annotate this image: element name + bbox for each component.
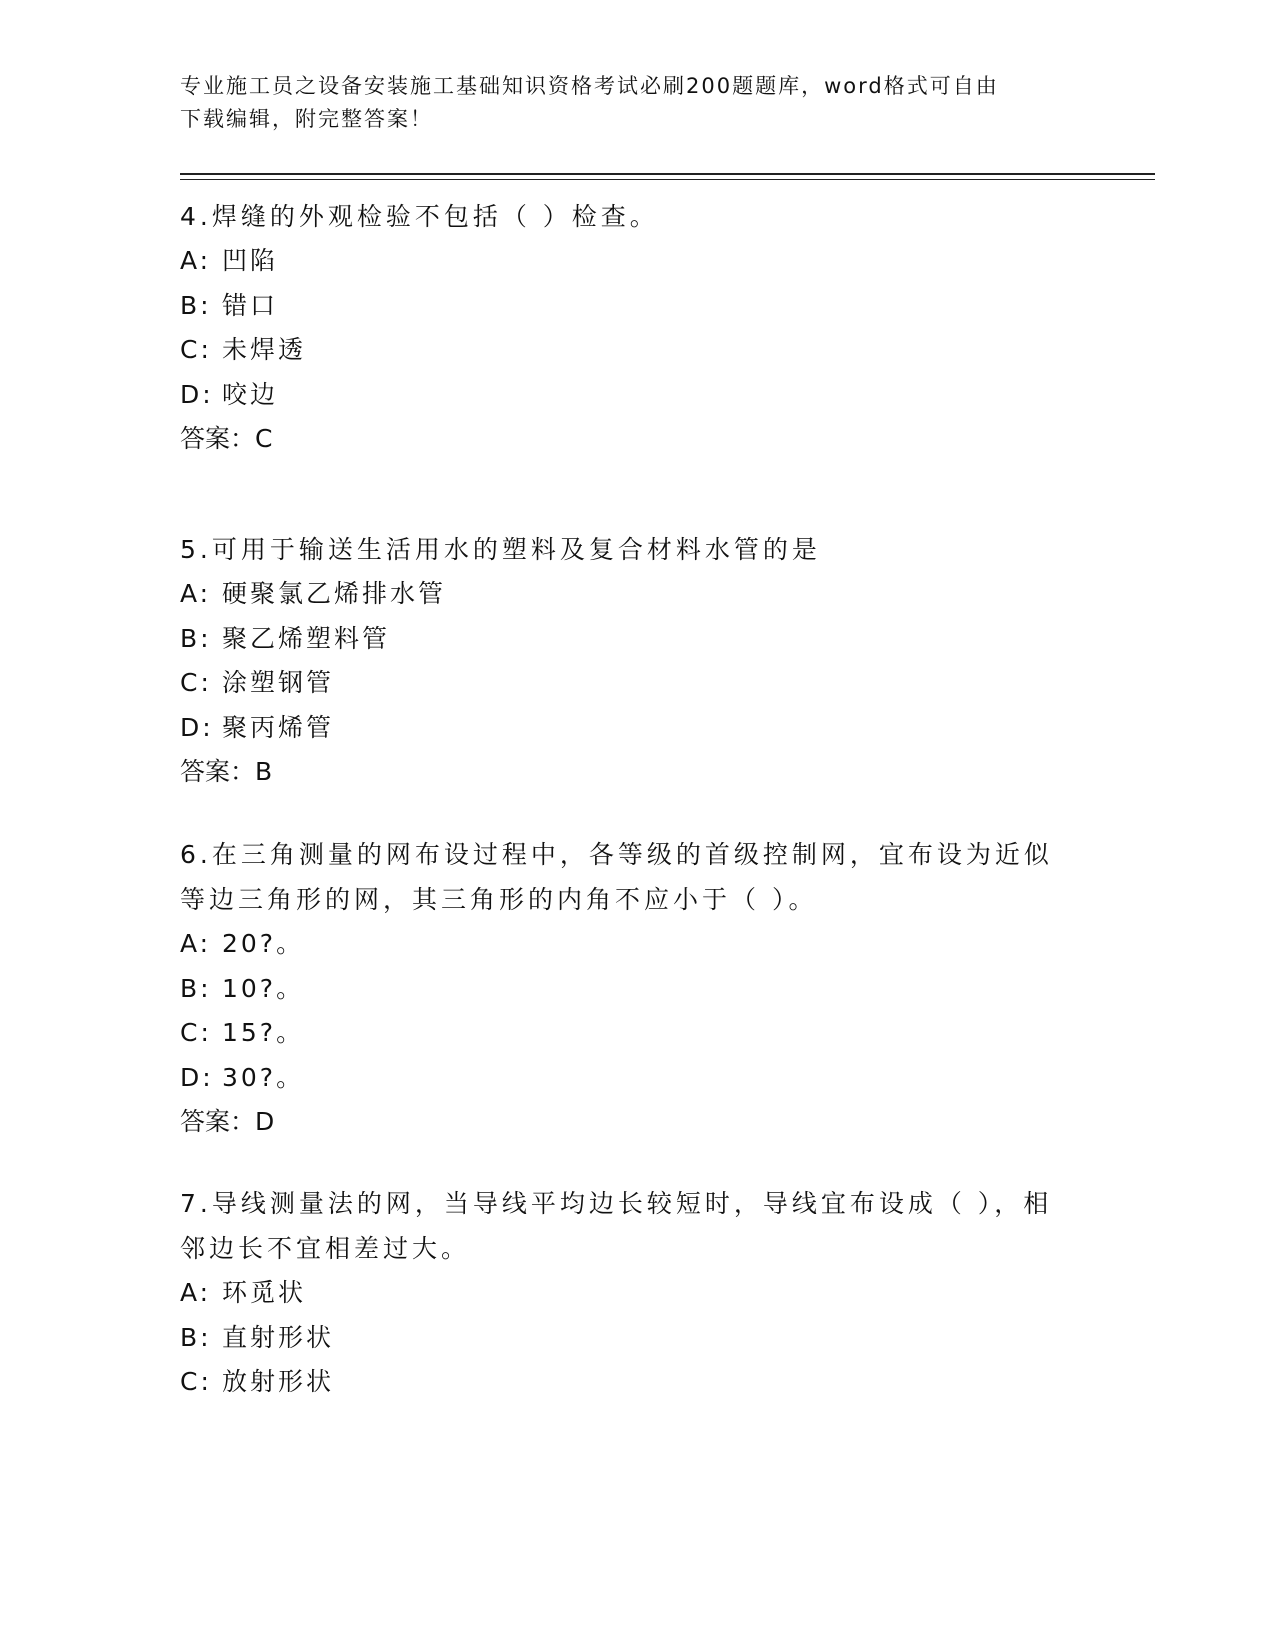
option-text: 放射形状 — [222, 1367, 335, 1396]
header-divider-thick — [180, 173, 1155, 175]
answer-line: 答案：B — [180, 757, 273, 786]
answer-line: 答案：D — [180, 1107, 275, 1136]
option-text: 凹陷 — [222, 246, 279, 275]
option-c — [180, 1360, 1080, 1405]
option-key: A: — [180, 579, 212, 608]
option-key: C: — [180, 335, 212, 364]
header-line-2: 下载编辑，附完整答案！ — [180, 107, 433, 131]
option-d — [180, 1056, 1080, 1101]
option-key: D: — [180, 1062, 214, 1092]
option-a — [180, 239, 1080, 284]
option-text: 涂塑钢管 — [222, 668, 335, 697]
option-text: 10?。 — [222, 973, 305, 1003]
option-key: A: — [180, 246, 212, 275]
option-key: B: — [180, 1322, 212, 1352]
option-a — [180, 922, 1080, 967]
answer-line: 答案：C — [180, 424, 273, 453]
question-stem-line-1: 6.在三角测量的网布设过程中，各等级的首级控制网，宜布设为近似 — [180, 840, 1053, 869]
option-d — [180, 706, 1080, 751]
option-c — [180, 661, 1080, 706]
question-6 — [180, 832, 1080, 1144]
option-key: C: — [180, 1367, 212, 1396]
option-key: B: — [180, 623, 212, 653]
question-stem-line-2: 邻边长不宜相差过大。 — [180, 1234, 471, 1263]
option-text: 直射形状 — [222, 1322, 335, 1352]
option-c — [180, 328, 1080, 373]
option-a — [180, 1271, 1080, 1316]
question-4 — [180, 194, 1080, 461]
option-text: 15?。 — [222, 1018, 305, 1047]
option-b — [180, 284, 1080, 329]
question-stem-line-2: 等边三角形的网，其三角形的内角不应小于（ ）。 — [180, 885, 818, 914]
header-line-1: 专业施工员之设备安装施工基础知识资格考试必刷200题题库，word格式可自由 — [180, 74, 999, 98]
option-b — [180, 1316, 1080, 1361]
question-stem-line-1: 7.导线测量法的网，当导线平均边长较短时，导线宜布设成（ ），相 — [180, 1189, 1053, 1218]
option-text: 错口 — [222, 290, 279, 320]
option-text: 硬聚氯乙烯排水管 — [222, 579, 447, 608]
option-key: B: — [180, 973, 212, 1003]
option-b — [180, 617, 1080, 662]
option-key: C: — [180, 1018, 212, 1047]
option-text: 30?。 — [222, 1062, 305, 1092]
option-key: D: — [180, 379, 214, 409]
question-stem: 5.可用于输送生活用水的塑料及复合材料水管的是 — [180, 535, 821, 564]
option-d — [180, 373, 1080, 418]
option-text: 20?。 — [222, 929, 305, 958]
question-5 — [180, 527, 1080, 794]
option-text: 未焊透 — [222, 335, 307, 364]
option-text: 环觅状 — [222, 1278, 307, 1307]
option-key: B: — [180, 290, 212, 320]
question-7 — [180, 1181, 1080, 1405]
document-header — [180, 70, 1060, 136]
option-key: C: — [180, 668, 212, 697]
question-stem: 4.焊缝的外观检验不包括（ ）检查。 — [180, 202, 659, 231]
option-b — [180, 967, 1080, 1012]
option-key: A: — [180, 1278, 212, 1307]
option-key: D: — [180, 712, 214, 742]
option-c — [180, 1011, 1080, 1056]
option-text: 聚丙烯管 — [222, 712, 335, 742]
option-text: 咬边 — [222, 379, 279, 409]
header-divider-thin — [180, 179, 1155, 180]
option-text: 聚乙烯塑料管 — [222, 623, 391, 653]
option-key: A: — [180, 929, 212, 958]
option-a — [180, 572, 1080, 617]
